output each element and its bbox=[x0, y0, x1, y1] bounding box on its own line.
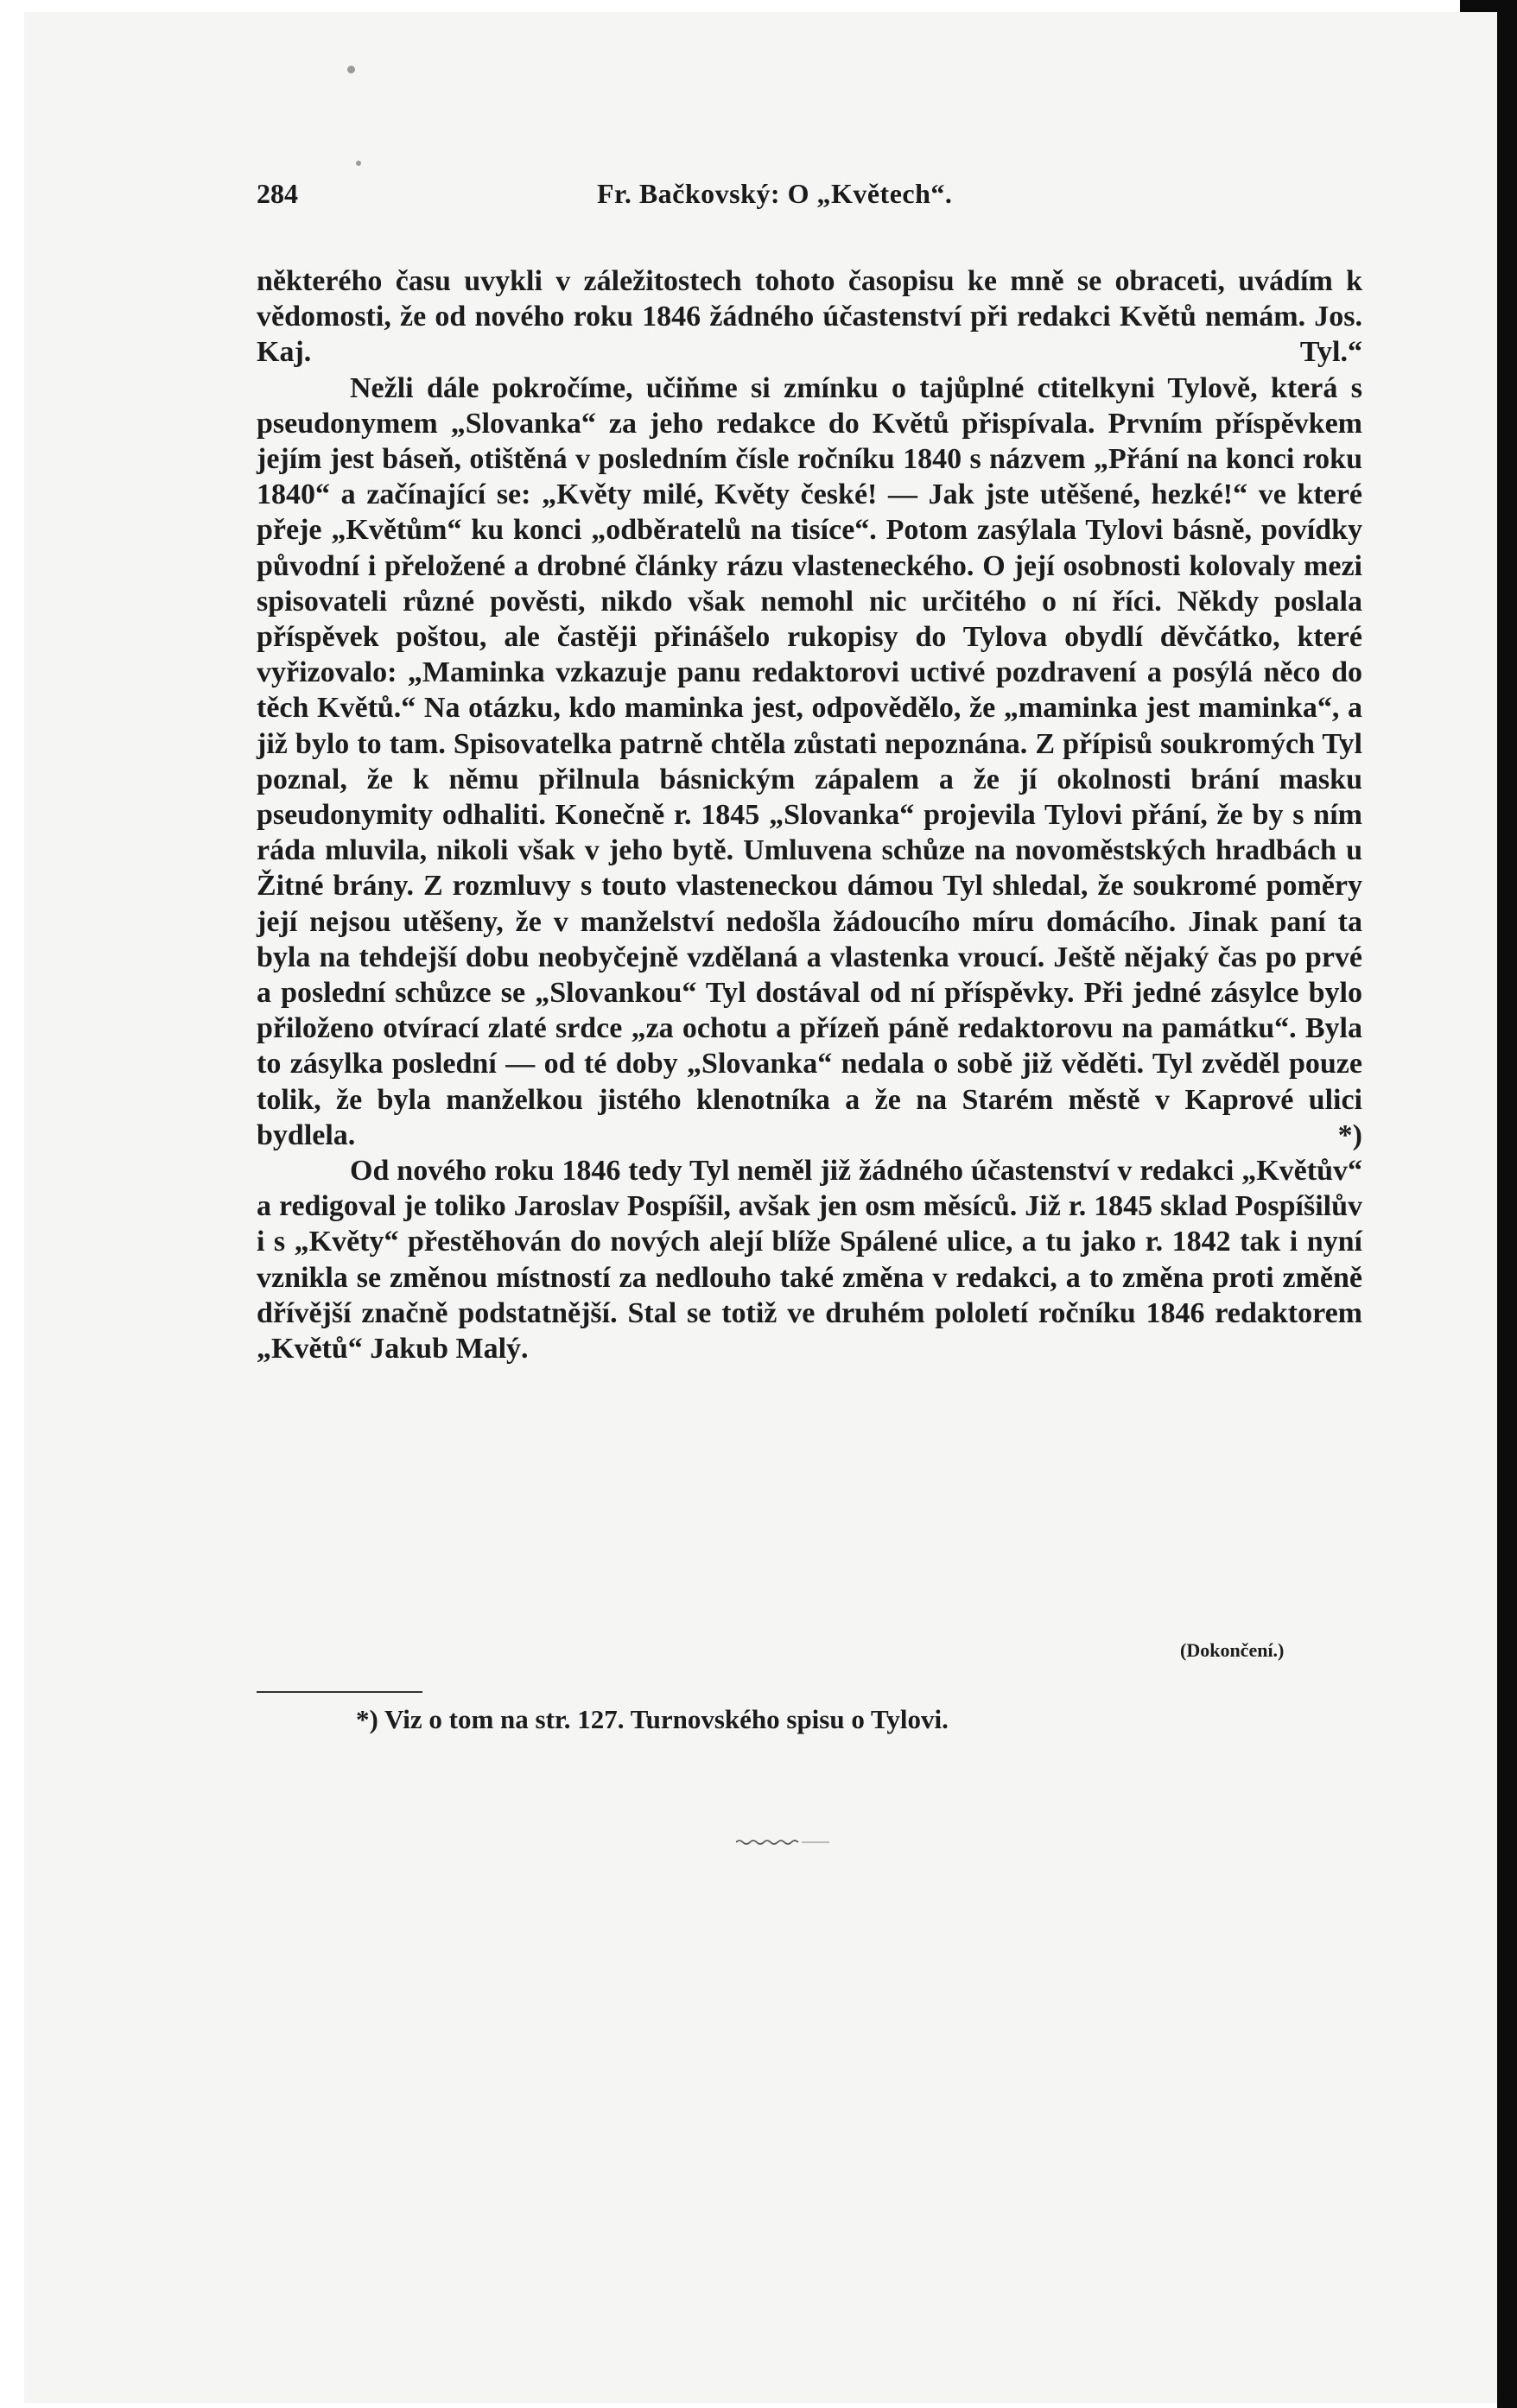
paragraph-redakce: Od nového roku 1846 tedy Tyl neměl již žádného účastenství v redakci „Květův“ a redigoval je toliko Jaroslav Pospíšil, avšak jen osm měsíců. Již r. 1845 sklad Pospíšilův i s „Květy“ přestěhován do nových alejí blíže Spálené ulice, a tu jako r. 1842 tak i nyní vznikla se změnou místností za nedlouho také změna v redakci, a to změna proti změně dřívější značně podstatnější. Stal se totiž ve druhém pololetí ročníku 1846 redaktorem „Květů“ Jakub Malý. bbox=[257, 1155, 1362, 1366]
continuation-note: (Dokončení.) bbox=[1180, 1639, 1285, 1661]
footnote: *) Viz o tom na str. 127. Turnovského spisu o Tylovi. bbox=[356, 1704, 949, 1734]
running-head: Fr. Bačkovský: O „Květech“. bbox=[597, 178, 953, 209]
page-header bbox=[257, 178, 1362, 219]
scan-blemish bbox=[356, 161, 361, 166]
page-number: 284 bbox=[257, 178, 298, 209]
closing-ornament bbox=[736, 1838, 829, 1847]
body-text bbox=[257, 263, 1362, 1366]
paragraph-slovanka: Nežli dále pokročíme, učiňme si zmínku o tajůplné ctitelkyni Tylově, která s pseudonymem „Slovanka“ za jeho redakce do Květů přispívala. Prvním příspěvkem jejím jest báseň, otištěná v posledním čísle ročníku 1840 s názvem „Přání na konci roku 1840“ a začínající se: „Květy milé, Květy české! — Jak jste utěšené, hezké!“ ve které přeje „Květům“ ku konci „odběratelů na tisíce“. Potom zasýlala Tylovi básně, povídky původní i přeložené a drobné články rázu vlasteneckého. O její osobnosti kolovaly mezi spisovateli různé pověsti, nikdo však nemohl nic určitého o ní říci. Někdy poslala příspěvek poštou, ale častěji přinášelo rukopisy do Tylova obydlí děvčátko, které vyřizovalo: „Maminka vzkazuje panu redaktorovi uctivé pozdravení a posýlá něco do těch Květů.“ Na otázku, kdo maminka jest, odpovědělo, že „maminka jest maminka“, a již bylo to tam. Spisovatelka patrně chtěla zůstati nepoznána. Z přípisů soukromých Tyl poznal, že k němu přilnula básnickým zápalem a že jí okolnosti brání masku pseudonymity odhaliti. Konečně r. 1845 „Slovanka“ projevila Tylovi přání, že by s ním ráda mluvila, nikoli však v jeho bytě. Umluvena schůze na novoměstských hradbách u Žitné brány. Z rozmluvy s touto vlasteneckou dámou Tyl shledal, že soukromé poměry její nejsou utěšeny, že v manželství nedošla žádoucího míru domácího. Jinak paní ta byla na tehdejší dobu neobyčejně vzdělaná a vlastenka vroucí. Ještě nějaký čas po prvé a poslední schůzce se „Slovankou“ Tyl dostával od ní příspěvky. Při jedné zásylce bylo přiloženo otvírací zlaté srdce „za ochotu a přízeň páně redaktorovu na památku“. Byla to zásylka poslední — od té doby „Slovanka“ nedala o sobě již věděti. Tyl zvěděl pouze tolik, že byla manželkou jistého klenotníka a že na Starém městě v Kaprové ulici bydlela. *) bbox=[257, 371, 1362, 1151]
scan-border-top bbox=[1460, 0, 1517, 12]
paragraph-continuation: některého času uvykli v záležitostech tohoto časopisu ke mně se obraceti, uvádím k vědomosti, že od nového roku 1846 žádného účastenství při redakci Květů nemám. Jos. Kaj. Tyl.“ bbox=[257, 265, 1362, 369]
scan-border-right bbox=[1497, 0, 1517, 2408]
scan-blemish bbox=[347, 66, 355, 73]
footnote-rule bbox=[257, 1691, 422, 1693]
